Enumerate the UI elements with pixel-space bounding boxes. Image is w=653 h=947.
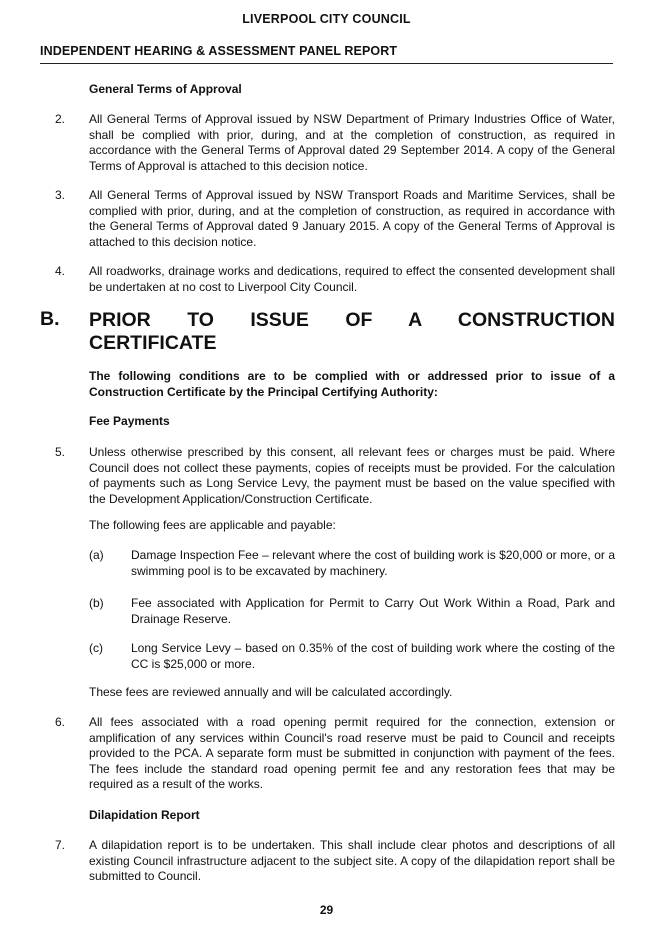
fee-item-b: Fee associated with Application for Permit to Carry Out Work Within a Road, Park and Drainage Reserve. xyxy=(131,596,615,626)
fee-item-c: Long Service Levy – based on 0.35% of the cost of building work where the costing of the CC is $25,000 or more. xyxy=(131,641,615,671)
fee-item-a: Damage Inspection Fee – relevant where the cost of building work is $20,000 or more, or a swimming pool is to be excavated by machinery. xyxy=(131,548,615,578)
condition-3-text: All General Terms of Approval issued by NSW Transport Roads and Maritime Services, shall be complied with prior, during, and at the completion of construction, as required in accordance with the General Terms of Approval dated 9 January 2015. A copy of the General Terms of Approval is attached to this decision notice. xyxy=(89,188,615,249)
fee-payments-heading: Fee Payments xyxy=(89,414,170,428)
section-intro: The following conditions are to be complied with or addressed prior to issue of a Construction Certificate by the Principal Certifying Authority: xyxy=(89,369,615,399)
item-number-2: 2. xyxy=(55,112,66,126)
item-number-4: 4. xyxy=(55,264,66,278)
report-title: INDEPENDENT HEARING & ASSESSMENT PANEL REPORT xyxy=(40,44,398,58)
council-name: LIVERPOOL CITY COUNCIL xyxy=(242,12,411,26)
section-title-line1: PRIOR TO ISSUE OF A CONSTRUCTION xyxy=(89,309,615,331)
condition-2-text: All General Terms of Approval issued by NSW Department of Primary Industries Office of Water, shall be complied with prior, during, and at the completion of construction, as required in accordance with the General Terms of Approval dated 29 September 2014. A copy of the General Terms of Approval is attached to this decision notice. xyxy=(89,112,615,173)
header-divider xyxy=(40,63,613,64)
page-number: 29 xyxy=(319,903,334,917)
condition-4-text: All roadworks, drainage works and dedications, required to effect the consented development shall be undertaken at no cost to Liverpool City Council. xyxy=(89,264,615,294)
fee-label-c: (c) xyxy=(89,641,103,655)
condition-7-text: A dilapidation report is to be undertaken. This shall include clear photos and descriptions of all existing Council infrastructure adjacent to the subject site. A copy of the dilapidation report shall be submitted to Council. xyxy=(89,838,615,883)
item-number-3: 3. xyxy=(55,188,66,202)
fee-label-b: (b) xyxy=(89,596,104,610)
condition-5-text: Unless otherwise prescribed by this consent, all relevant fees or charges must be paid. Where Council does not collect these payments, copies of receipts must be provided. For the calculation of payments such as Long Service Levy, the payment must be based on the value specified with the Development Application/Construction Certificate. xyxy=(89,445,615,506)
item-number-5: 5. xyxy=(55,445,66,459)
section-title-line2: CERTIFICATE xyxy=(89,332,217,354)
item-number-6: 6. xyxy=(55,715,66,729)
fees-applicable-text: The following fees are applicable and payable: xyxy=(89,518,336,532)
fee-label-a: (a) xyxy=(89,548,104,562)
section-letter: B. xyxy=(40,308,60,330)
dilapidation-heading: Dilapidation Report xyxy=(89,808,200,822)
fees-reviewed-text: These fees are reviewed annually and will be calculated accordingly. xyxy=(89,685,453,699)
condition-6-text: All fees associated with a road opening permit required for the connection, extension or amplification of any services within Council's road reserve must be paid to Council and receipts provided to the PCA. A separate form must be submitted in conjunction with payment of the fees. The fees include the standard road opening permit fee and any restoration fees that may be required as a result of the works. xyxy=(89,715,615,791)
general-terms-heading: General Terms of Approval xyxy=(89,82,242,96)
item-number-7: 7. xyxy=(55,838,66,852)
